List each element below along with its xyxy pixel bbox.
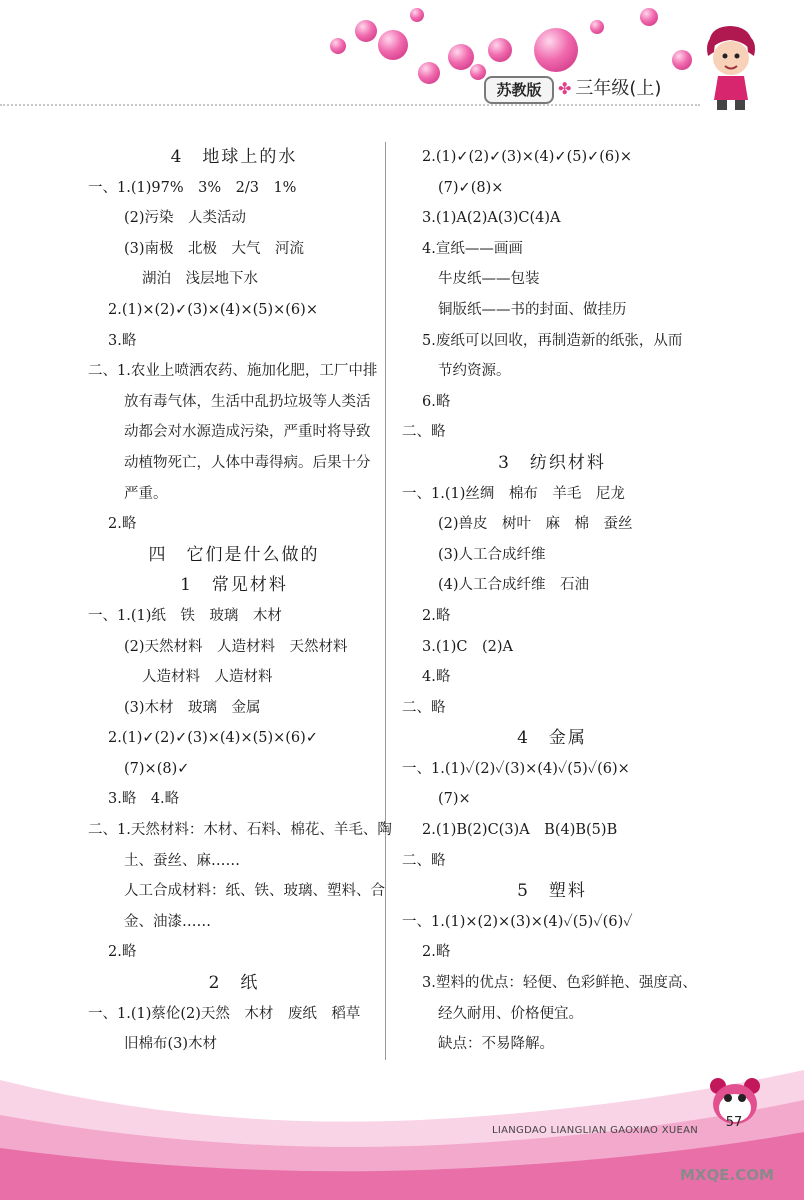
decor-bubble bbox=[355, 20, 377, 42]
answer-line: 动植物死亡，人体中毒得病。后果十分 bbox=[124, 454, 371, 471]
cartoon-boy-icon bbox=[700, 22, 760, 112]
answer-line: 4.略 bbox=[422, 669, 451, 686]
answer-line: 4.宣纸——画画 bbox=[422, 240, 523, 257]
answer-line: 人工合成材料：纸、铁、玻璃、塑料、合 bbox=[124, 883, 385, 900]
answer-line: 2.(1)B(2)C(3)A B(4)B(5)B bbox=[422, 822, 618, 839]
answer-line: 2.(1)✓(2)✓(3)×(4)✓(5)✓(6)× bbox=[422, 149, 632, 165]
answer-line: 牛皮纸——包装 bbox=[438, 271, 540, 288]
site-watermark: MXQE.COM bbox=[680, 1166, 774, 1184]
right-answer-column bbox=[402, 142, 702, 1060]
answer-line: (2)天然材料 人造材料 天然材料 bbox=[124, 638, 348, 655]
answer-line: 一、1.(1)丝绸 棉布 羊毛 尼龙 bbox=[402, 485, 625, 502]
answer-line: 二、略 bbox=[402, 699, 446, 716]
answer-line: (3)南极 北极 大气 河流 bbox=[124, 240, 305, 257]
answer-line: 土、蚕丝、麻…… bbox=[124, 852, 240, 869]
series-name: LIANGDAO LIANGLIAN GAOXIAO XUEAN bbox=[492, 1125, 699, 1136]
answer-line: 旧棉布(3)木材 bbox=[124, 1036, 218, 1053]
answer-line: (2)污染 人类活动 bbox=[124, 210, 247, 227]
decor-bubble bbox=[488, 38, 512, 62]
decor-bubble bbox=[418, 62, 440, 84]
answer-line: 金、油漆…… bbox=[124, 913, 211, 930]
decor-bubble bbox=[448, 44, 474, 70]
star-icon: ✤ bbox=[558, 79, 572, 98]
answer-line: 人造材料 人造材料 bbox=[142, 669, 273, 686]
answer-line: 2.(1)×(2)✓(3)×(4)×(5)×(6)× bbox=[108, 301, 318, 318]
answer-line: (2)兽皮 树叶 麻 棉 蚕丝 bbox=[438, 516, 633, 533]
answer-line: 2.略 bbox=[422, 607, 451, 624]
answer-line: 二、略 bbox=[402, 424, 446, 441]
decor-bubble bbox=[378, 30, 408, 60]
answer-line: 节约资源。 bbox=[438, 363, 511, 380]
answer-line: 严重。 bbox=[124, 485, 168, 502]
decor-bubble bbox=[590, 20, 604, 34]
page-header bbox=[0, 0, 804, 112]
answer-line: 一、1.(1)✓(2)✓(3)×(4)✓(5)✓(6)× bbox=[402, 760, 630, 777]
left-answer-column bbox=[88, 142, 392, 1060]
answer-line: 缺点：不易降解。 bbox=[438, 1036, 554, 1053]
column-divider bbox=[385, 142, 386, 1060]
answer-line: 6.略 bbox=[422, 393, 451, 410]
answer-line: 3.略 4.略 bbox=[108, 791, 180, 808]
grade-text: 三年级 bbox=[575, 78, 630, 99]
answer-line: 放有毒气体，生活中乱扔垃圾等人类活 bbox=[124, 393, 371, 410]
section-heading: 4 金属 bbox=[517, 728, 587, 749]
header-dotted-rule bbox=[0, 104, 700, 106]
decor-bubble bbox=[672, 50, 692, 70]
answer-line: 经久耐用、价格便宜。 bbox=[438, 1005, 583, 1022]
edition-badge: 苏教版 bbox=[484, 76, 554, 104]
answer-line: (3)人工合成纤维 bbox=[438, 546, 546, 563]
answer-line: 3.塑料的优点：轻便、色彩鲜艳、强度高、 bbox=[422, 975, 697, 992]
answer-line: 一、1.(1)蔡伦(2)天然 木材 废纸 稻草 bbox=[88, 1005, 361, 1022]
decor-bubble bbox=[330, 38, 346, 54]
answer-line: 湖泊 浅层地下水 bbox=[142, 271, 258, 288]
answer-line: (7)×(8)✓ bbox=[124, 760, 190, 777]
answer-line: (7)✓(8)× bbox=[438, 179, 504, 196]
answer-line: 二、略 bbox=[402, 852, 446, 869]
answer-line: 3.略 bbox=[108, 332, 137, 349]
answer-line: 二、1.农业上喷洒农药、施加化肥，工厂中排 bbox=[88, 363, 378, 380]
answer-line: 5.废纸可以回收，再制造新的纸张，从而 bbox=[422, 332, 683, 349]
answer-line: 2.略 bbox=[422, 944, 451, 961]
answer-line: 一、1.(1)97% 3% 2/3 1% bbox=[88, 179, 297, 196]
answer-line: (7)× bbox=[438, 791, 471, 808]
decor-bubble bbox=[534, 28, 578, 72]
answer-line: 3.(1)C (2)A bbox=[422, 638, 513, 655]
section-heading: 2 纸 bbox=[208, 973, 260, 994]
answer-line: 2.略 bbox=[108, 516, 137, 533]
answer-line: 2.(1)✓(2)✓(3)×(4)×(5)×(6)✓ bbox=[108, 730, 318, 747]
decor-bubble bbox=[410, 8, 424, 22]
answer-line: (4)人工合成纤维 石油 bbox=[438, 577, 590, 594]
answer-line: 二、1.天然材料：木材、石料、棉花、羊毛、陶 bbox=[88, 822, 392, 839]
section-heading: 4 地球上的水 bbox=[170, 147, 298, 167]
section-heading: 四 它们是什么做的 bbox=[148, 544, 320, 565]
answer-line: 2.略 bbox=[108, 944, 137, 961]
page-number: 57 bbox=[725, 1115, 743, 1130]
answer-line: 动都会对水源造成污染，严重时将导致 bbox=[124, 424, 371, 441]
answer-line: 3.(1)A(2)A(3)C(4)A bbox=[422, 210, 561, 227]
answer-line: (3)木材 玻璃 金属 bbox=[124, 699, 261, 716]
grade-label bbox=[558, 74, 661, 100]
answer-line: 一、1.(1)纸 铁 玻璃 木材 bbox=[88, 607, 282, 624]
answer-line: 铜版纸——书的封面、做挂历 bbox=[438, 301, 627, 318]
section-heading: 5 塑料 bbox=[517, 881, 587, 902]
answer-line: 一、1.(1)×(2)×(3)×(4)✓(5)✓(6)✓ bbox=[402, 913, 633, 930]
section-heading: 1 常见材料 bbox=[180, 575, 288, 596]
decor-bubble bbox=[640, 8, 658, 26]
decor-bubble bbox=[470, 64, 486, 80]
term-text: (上) bbox=[629, 78, 662, 99]
section-heading: 3 纺织材料 bbox=[498, 452, 606, 473]
